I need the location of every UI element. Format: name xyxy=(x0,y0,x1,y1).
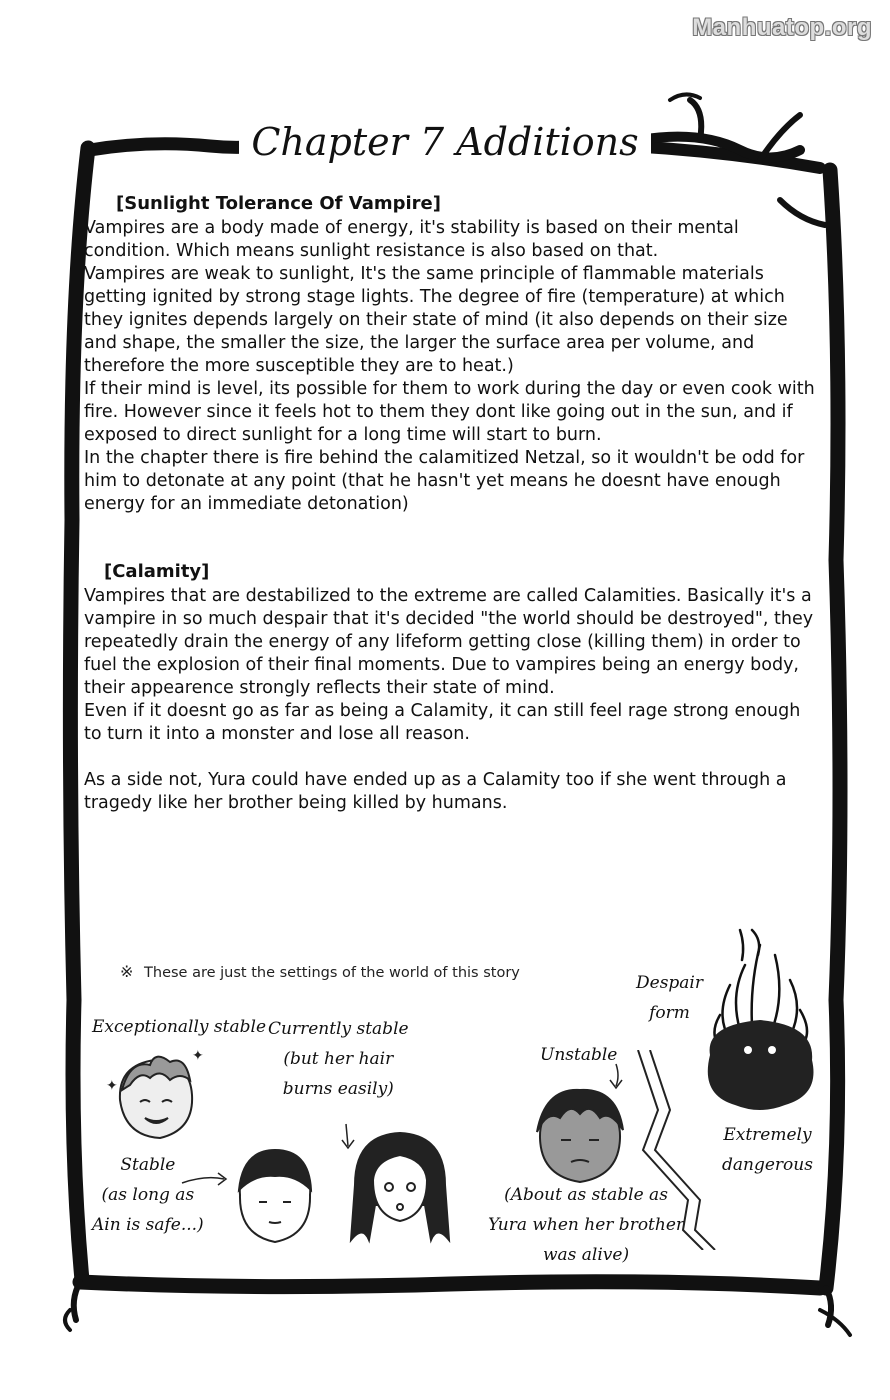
label-unstable-note: (About as stable as Yura when her brother was alive) xyxy=(488,1185,685,1265)
svg-text:✦: ✦ xyxy=(106,1078,118,1094)
settings-note-text: These are just the settings of the world of this story xyxy=(144,965,520,981)
settings-note xyxy=(120,962,520,981)
reference-mark-icon: ※ xyxy=(120,962,134,981)
label-despair-form: Despair form xyxy=(636,973,703,1023)
section-body-calamity: Vampires that are destabilized to the extreme are called Calamities. Basically it's a vampire in so much despair that it's decided "the world should be destroyed", they repeatedly drain the energy of any lifeform getting close (killing them) in order to fuel the explosion of their final moments. Due to vampires being an energy body, their appearence strongly reflects their state of mind. Even if it doesnt go as far as being a Calamity, it can still feel rage strong enough to turn it into a monster and lose all reason. As a side not, Yura could have ended up as a Calamity too if she went through a tragedy like her brother being killed by humans. xyxy=(84,586,814,813)
watermark: Manhuatop.org xyxy=(692,14,872,41)
zigzag-divider xyxy=(628,1050,738,1250)
section-heading-calamity: [Calamity] xyxy=(104,561,210,582)
character-stable-sketch xyxy=(225,1140,325,1250)
character-currently-stable-sketch xyxy=(345,1125,455,1245)
svg-text:✦: ✦ xyxy=(192,1048,204,1064)
label-stable: Stable (as long as Ain is safe...) xyxy=(92,1155,204,1235)
section-heading-sunlight: [Sunlight Tolerance Of Vampire] xyxy=(116,193,441,214)
arrow-stable-icon xyxy=(180,1165,230,1195)
arrow-unstable-icon xyxy=(606,1062,626,1092)
label-exceptionally-stable: Exceptionally stable xyxy=(92,1017,267,1037)
label-currently-stable: Currently stable (but her hair burns easily) xyxy=(268,1019,409,1099)
character-exceptionally-stable-sketch xyxy=(100,1040,210,1150)
label-extremely-dangerous: Extremely dangerous xyxy=(722,1125,813,1175)
label-unstable: Unstable xyxy=(540,1045,618,1065)
arrow-currently-stable-icon xyxy=(338,1122,358,1152)
section-body-sunlight: Vampires are a body made of energy, it's stability is based on their mental condition. Which means sunlight resistance is also based on that. Vampires are weak to sunlight, It's the same principle of flammable materials getting ignited by strong stage lights. The degree of fire (temperature) at which they ignites depends largely on their state of mind (it also depends on their size and shape, the smaller the size, the larger the surface area per volume, and therefore the more susceptible they are to heat.) If their mind is level, its possible for them to work during the day or even cook with fire. However since it feels hot to them they dont like going out in the sun, and if exposed to direct sunlight for a long time will start to burn. In the chapter there is fire behind the calamitized Netzal, so it wouldn't be odd for him to detonate at any point (that he hasn't yet means he doesnt have enough energy for an immediate detonation) xyxy=(84,218,815,514)
character-unstable-sketch xyxy=(525,1080,635,1190)
page-title: Chapter 7 Additions xyxy=(0,120,890,164)
